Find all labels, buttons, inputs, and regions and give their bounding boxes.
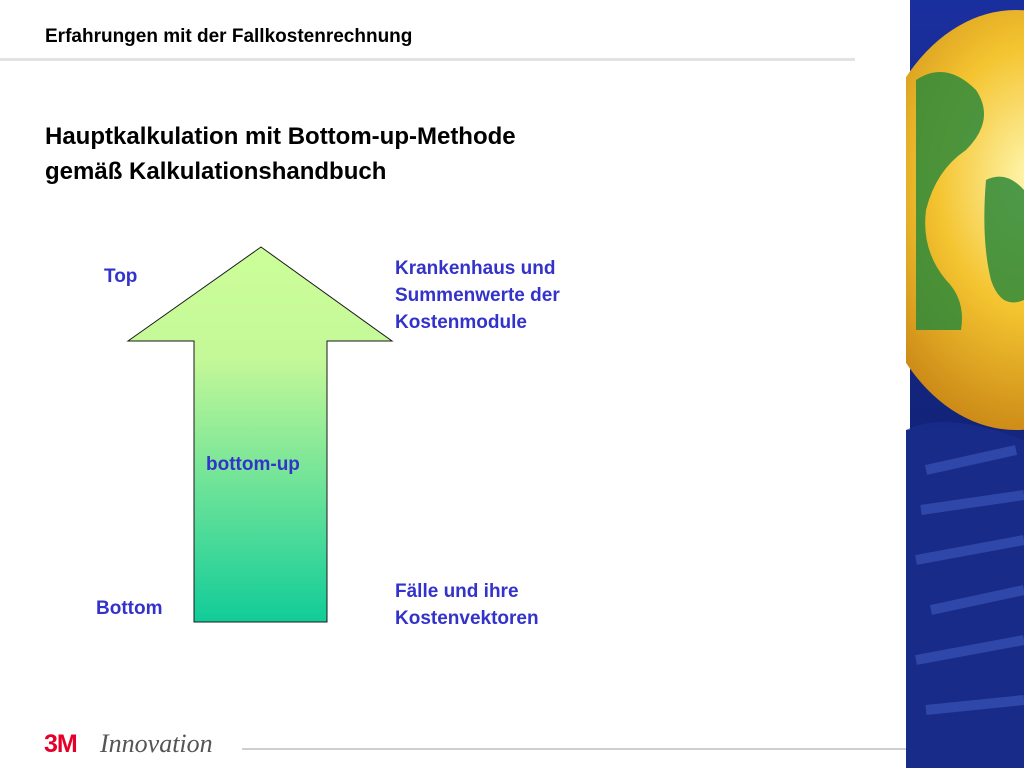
bottom-description — [395, 578, 539, 632]
footer-divider — [242, 748, 906, 750]
arrow-shape — [128, 247, 392, 622]
decorative-globe-panel — [906, 0, 1024, 768]
arrow-label: bottom-up — [206, 454, 300, 475]
bottom-desc-line-1: Fälle und ihre — [395, 581, 519, 602]
top-description — [395, 255, 560, 336]
brand-logo: 3M — [44, 730, 77, 758]
header-title: Erfahrungen mit der Fallkostenrechnung — [45, 26, 413, 47]
slide-title-line-2: gemäß Kalkulationshandbuch — [45, 158, 387, 185]
top-desc-line-3: Kostenmodule — [395, 312, 527, 333]
bottom-label: Bottom — [96, 598, 163, 619]
top-label: Top — [104, 266, 138, 287]
top-desc-line-1: Krankenhaus und — [395, 258, 556, 279]
brand-tagline: Innovation — [100, 729, 213, 758]
top-desc-line-2: Summenwerte der — [395, 285, 560, 306]
slide-title-line-1: Hauptkalkulation mit Bottom-up-Methode — [45, 123, 516, 150]
bottom-desc-line-2: Kostenvektoren — [395, 608, 539, 629]
